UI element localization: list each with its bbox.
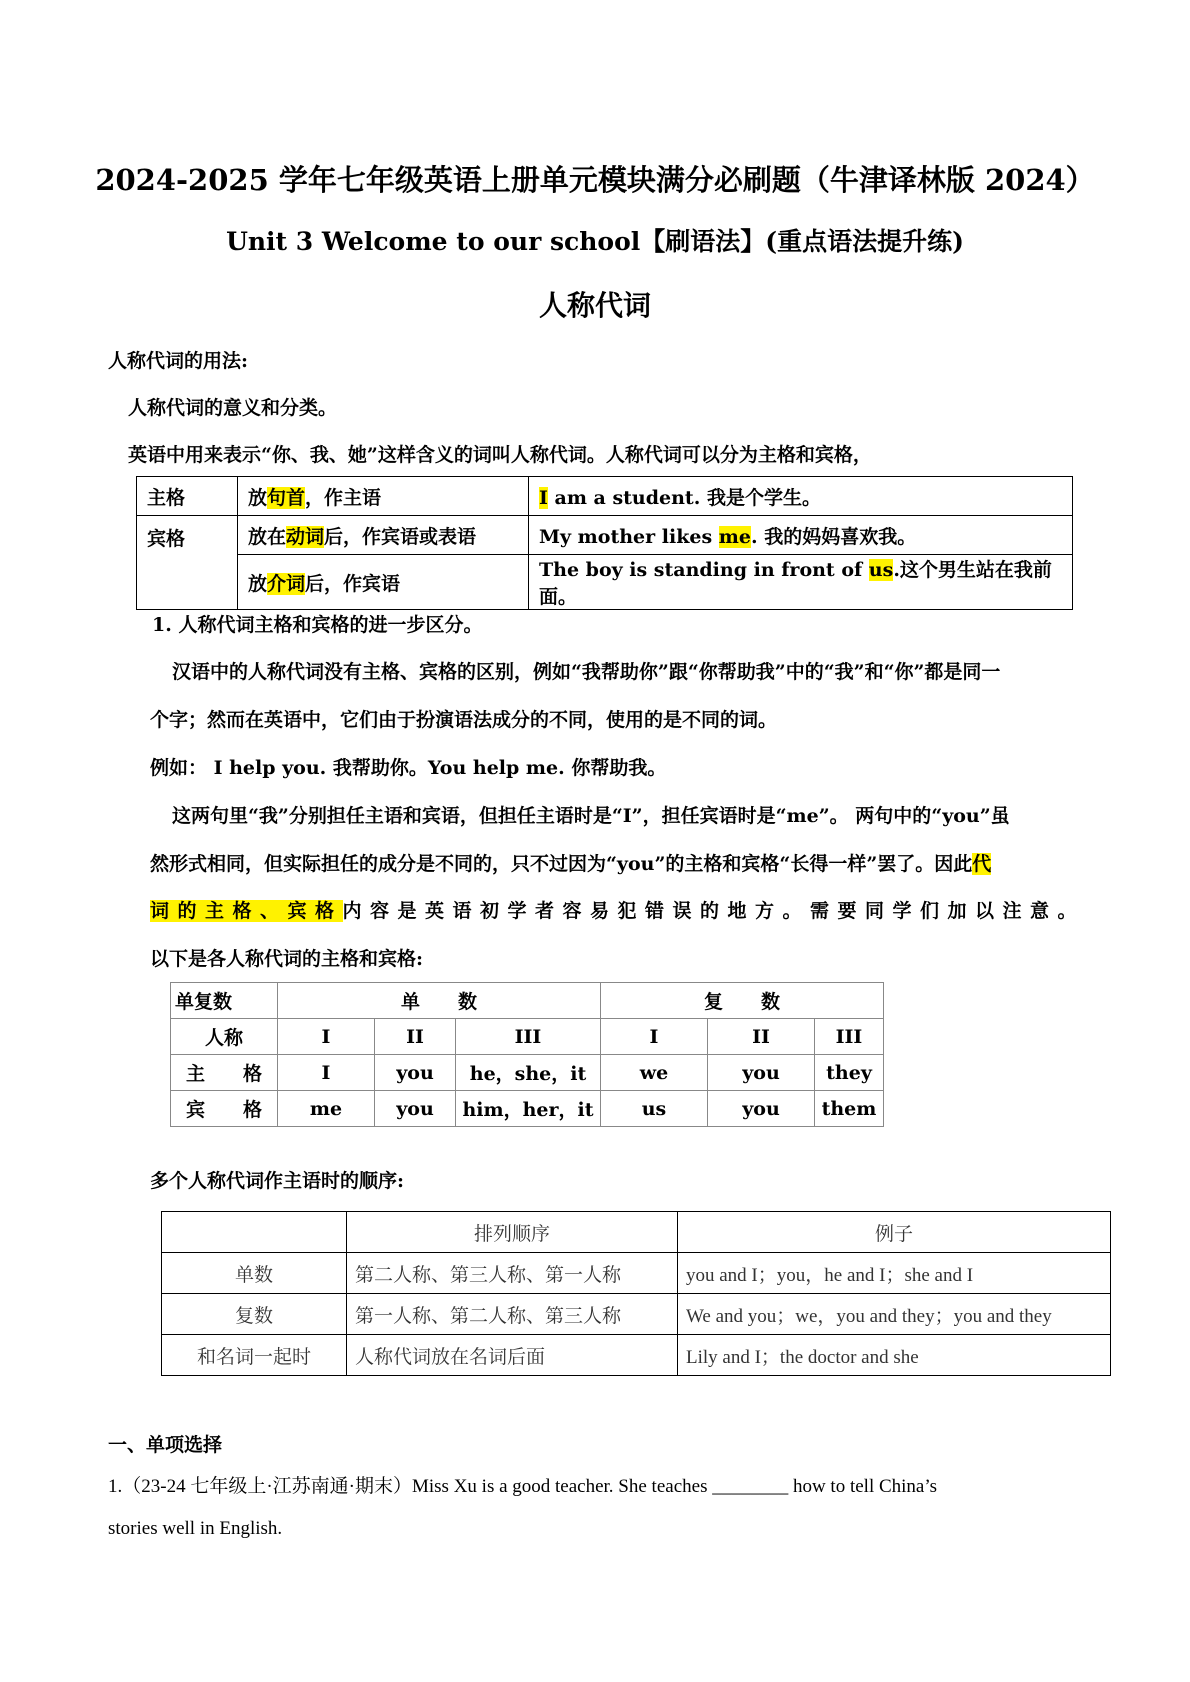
- table-cell: Lily and I；the doctor and she: [678, 1335, 1111, 1376]
- table-row: [162, 1253, 1111, 1294]
- paragraph: 然形式相同，但实际担任的成分是不同的，只不过因为“you”的主格和宾格“长得一样”罢了。因此代: [150, 853, 992, 875]
- table-cell: we: [601, 1055, 708, 1091]
- table-cell: 和名词一起时: [162, 1335, 347, 1376]
- order-table: [161, 1211, 1111, 1376]
- table-cell: you: [708, 1091, 815, 1127]
- table-row: [162, 1335, 1111, 1376]
- paragraph: 词的主格、宾格内容是英语初学者容易犯错误的地方。需要同学们加以注意。: [150, 900, 1086, 922]
- case-cell: 主格: [137, 477, 238, 516]
- section-heading: 一、单项选择: [108, 1434, 223, 1456]
- case-cell: 宾格: [137, 516, 238, 610]
- table-row: [137, 555, 1073, 610]
- table-cell: We and you；we，you and they；you and they: [678, 1294, 1111, 1335]
- table-row: [137, 516, 1073, 555]
- page-subtitle: Unit 3 Welcome to our school【刷语法】(重点语法提升练): [226, 227, 964, 256]
- example-cell: I am a student. 我是个学生。: [529, 477, 1073, 516]
- topic-title: 人称代词: [538, 289, 651, 322]
- row-label: 人称: [171, 1019, 278, 1055]
- position-cell: 放在动词后，作宾语或表语: [238, 516, 529, 555]
- case-table: [136, 476, 1073, 610]
- table-header: 单复数: [171, 983, 278, 1019]
- table-cell: he，she，it: [456, 1055, 601, 1091]
- paragraph: 汉语中的人称代词没有主格、宾格的区别，例如“我帮助你”跟“你帮助我”中的“我”和“你”都是同一: [172, 661, 1001, 683]
- table-cell: you: [708, 1055, 815, 1091]
- intro-sub: 人称代词的意义和分类。: [128, 397, 338, 419]
- table-row: [171, 1091, 884, 1127]
- paragraph: 个字；然而在英语中，它们由于扮演语法成分的不同，使用的是不同的词。: [150, 709, 778, 731]
- row-label: 宾 格: [171, 1091, 278, 1127]
- table-row: [171, 983, 884, 1019]
- table-cell: I: [278, 1019, 375, 1055]
- table-cell: II: [708, 1019, 815, 1055]
- table-cell: they: [815, 1055, 884, 1091]
- pronoun-table: [170, 982, 884, 1127]
- table-header: 单 数: [278, 983, 601, 1019]
- order-heading: 多个人称代词作主语时的顺序:: [150, 1170, 405, 1192]
- table-cell: him，her，it: [456, 1091, 601, 1127]
- table-cell: them: [815, 1091, 884, 1127]
- table-cell: you and I；you，he and I；she and I: [678, 1253, 1111, 1294]
- table-cell: I: [278, 1055, 375, 1091]
- example-line: 例如： I help you. 我帮助你。You help me. 你帮助我。: [150, 757, 667, 779]
- table-cell: 单数: [162, 1253, 347, 1294]
- table-row: [137, 477, 1073, 516]
- table-cell: 复数: [162, 1294, 347, 1335]
- position-cell: 放介词后，作宾语: [238, 555, 529, 610]
- paragraph: 以下是各人称代词的主格和宾格:: [150, 948, 424, 970]
- paragraph: 这两句里“我”分别担任主语和宾语，但担任主语时是“I”，担任宾语时是“me”。 两句中的“you”虽: [172, 805, 1010, 827]
- table-header: 复 数: [601, 983, 884, 1019]
- table-row: [162, 1294, 1111, 1335]
- table-cell: III: [815, 1019, 884, 1055]
- row-label: 主 格: [171, 1055, 278, 1091]
- table-cell: you: [375, 1091, 456, 1127]
- example-cell: The boy is standing in front of us.这个男生站在我前面。: [529, 555, 1073, 610]
- table-header: 排列顺序: [347, 1212, 678, 1253]
- table-cell: us: [601, 1091, 708, 1127]
- page-title: 2024-2025 学年七年级英语上册单元模块满分必刷题（牛津译林版 2024）: [95, 163, 1095, 197]
- intro-desc: 英语中用来表示“你、我、她”这样含义的词叫人称代词。人称代词可以分为主格和宾格，: [128, 444, 872, 466]
- question-text: stories well in English.: [108, 1518, 283, 1539]
- table-cell: III: [456, 1019, 601, 1055]
- table-row: [162, 1212, 1111, 1253]
- table-cell: II: [375, 1019, 456, 1055]
- table-cell: you: [375, 1055, 456, 1091]
- table-header: [162, 1212, 347, 1253]
- example-cell: My mother likes me. 我的妈妈喜欢我。: [529, 516, 1073, 555]
- question-text: 1.（23-24 七年级上·江苏南通·期末）Miss Xu is a good teacher. She teaches ________ how to tell China’s: [108, 1476, 938, 1497]
- table-cell: me: [278, 1091, 375, 1127]
- table-row: [171, 1055, 884, 1091]
- table-row: [171, 1019, 884, 1055]
- table-cell: 人称代词放在名词后面: [347, 1335, 678, 1376]
- table-cell: I: [601, 1019, 708, 1055]
- section-heading: 1. 人称代词主格和宾格的进一步区分。: [152, 614, 483, 636]
- position-cell: 放句首，作主语: [238, 477, 529, 516]
- table-header: 例子: [678, 1212, 1111, 1253]
- intro-heading: 人称代词的用法:: [108, 350, 249, 372]
- table-cell: 第二人称、第三人称、第一人称: [347, 1253, 678, 1294]
- table-cell: 第一人称、第二人称、第三人称: [347, 1294, 678, 1335]
